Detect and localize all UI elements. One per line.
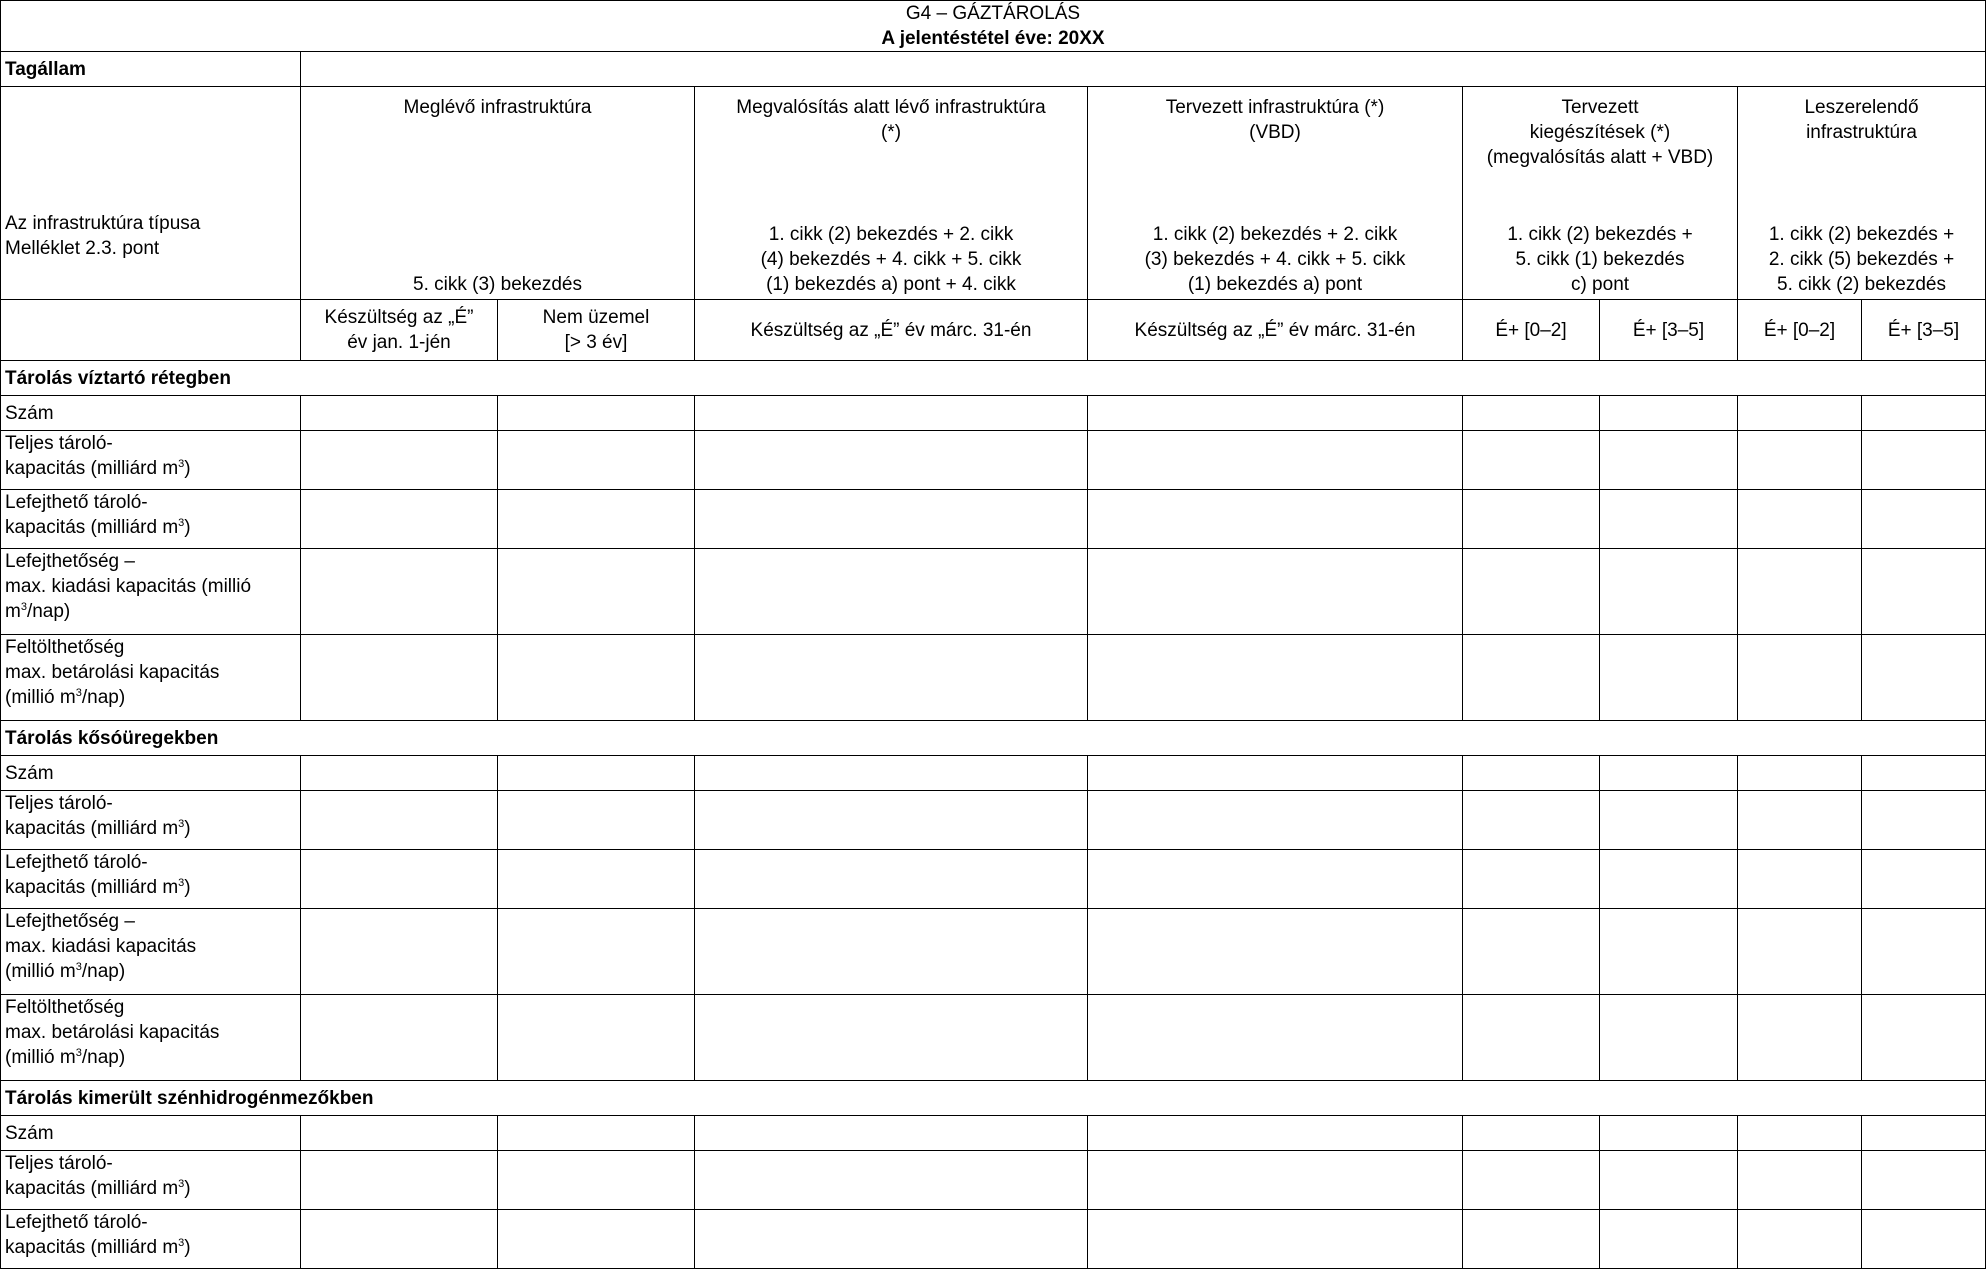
row-label-text: Feltölthetőség bbox=[5, 637, 125, 658]
data-entry-cell[interactable] bbox=[1862, 1210, 1986, 1269]
data-entry-cell[interactable] bbox=[301, 1116, 498, 1151]
column-legal-reference-line: (4) bekezdés + 4. cikk + 5. cikk bbox=[760, 249, 1022, 270]
column-title-line: Tervezett infrastruktúra (*) bbox=[1165, 97, 1385, 118]
row-label bbox=[1, 909, 301, 995]
data-entry-cell[interactable] bbox=[1862, 1151, 1986, 1210]
row-label bbox=[1, 1116, 301, 1151]
superscript-exponent: 3 bbox=[75, 961, 82, 973]
superscript-exponent: 3 bbox=[178, 818, 185, 830]
data-entry-cell[interactable] bbox=[1600, 1116, 1738, 1151]
data-entry-cell[interactable] bbox=[498, 1151, 695, 1210]
column-title-line: Megvalósítás alatt lévő infrastruktúra bbox=[736, 97, 1046, 118]
data-entry-cell[interactable] bbox=[695, 431, 1088, 490]
data-entry-cell[interactable] bbox=[695, 909, 1088, 995]
data-entry-cell[interactable] bbox=[695, 850, 1088, 909]
row-label-text: ) bbox=[184, 1178, 191, 1199]
data-entry-cell[interactable] bbox=[695, 1116, 1088, 1151]
row-label-text: Lefejthetőség – bbox=[5, 551, 135, 572]
row-label bbox=[1, 756, 301, 791]
data-entry-cell[interactable] bbox=[1862, 791, 1986, 850]
column-subheader bbox=[498, 300, 695, 361]
column-title-line: (megvalósítás alatt + VBD) bbox=[1486, 147, 1714, 168]
column-legal-reference-line: 5. cikk (1) bekezdés bbox=[1515, 249, 1685, 270]
data-entry-cell[interactable] bbox=[1862, 431, 1986, 490]
row-label-text: Lefejthető tároló- bbox=[5, 1212, 148, 1233]
row-label-text: Szám bbox=[5, 762, 54, 784]
data-entry-cell[interactable] bbox=[1738, 549, 1862, 635]
data-entry-cell[interactable] bbox=[301, 909, 498, 995]
data-entry-cell[interactable] bbox=[1738, 791, 1862, 850]
data-entry-cell[interactable] bbox=[498, 756, 695, 791]
data-entry-cell[interactable] bbox=[301, 635, 498, 721]
data-entry-cell[interactable] bbox=[1600, 396, 1738, 431]
table-row bbox=[1, 396, 1986, 431]
column-legal-reference-line: 5. cikk (2) bekezdés bbox=[1777, 274, 1946, 295]
data-entry-cell[interactable] bbox=[1738, 396, 1862, 431]
data-entry-cell[interactable] bbox=[1600, 490, 1738, 549]
subheader-line: Készültség az „É” év márc. 31-én bbox=[1134, 319, 1416, 341]
row-label bbox=[1, 850, 301, 909]
data-entry-cell[interactable] bbox=[1088, 549, 1463, 635]
data-entry-cell[interactable] bbox=[1088, 490, 1463, 549]
column-legal-reference-line: 1. cikk (2) bekezdés + bbox=[1507, 224, 1693, 245]
table-row bbox=[1, 431, 1986, 490]
data-entry-cell[interactable] bbox=[695, 756, 1088, 791]
member-state-value[interactable] bbox=[301, 52, 1986, 87]
column-legal-reference-line: 1. cikk (2) bekezdés + bbox=[1768, 224, 1955, 245]
data-entry-cell[interactable] bbox=[1862, 909, 1986, 995]
data-entry-cell[interactable] bbox=[1738, 1210, 1862, 1269]
column-subheader bbox=[1600, 300, 1738, 361]
data-entry-cell[interactable] bbox=[695, 995, 1088, 1081]
data-entry-cell[interactable] bbox=[695, 396, 1088, 431]
data-entry-cell[interactable] bbox=[498, 791, 695, 850]
section-heading: Tárolás víztartó rétegben bbox=[1, 361, 1986, 396]
data-entry-cell[interactable] bbox=[301, 850, 498, 909]
data-entry-cell[interactable] bbox=[1088, 396, 1463, 431]
data-entry-cell[interactable] bbox=[1600, 909, 1738, 995]
data-entry-cell[interactable] bbox=[1600, 756, 1738, 791]
row-label-text: /nap) bbox=[81, 961, 126, 982]
column-title-line: (VBD) bbox=[1249, 122, 1301, 143]
column-legal-reference-line: 1. cikk (2) bekezdés + 2. cikk bbox=[768, 224, 1014, 245]
column-subheader bbox=[1738, 300, 1862, 361]
title-line-1: G4 – GÁZTÁROLÁS bbox=[905, 3, 1081, 24]
data-entry-cell[interactable] bbox=[1088, 909, 1463, 995]
data-entry-cell[interactable] bbox=[695, 791, 1088, 850]
table-row bbox=[1, 909, 1986, 995]
superscript-exponent: 3 bbox=[178, 1237, 185, 1249]
data-entry-cell[interactable] bbox=[1862, 850, 1986, 909]
column-header-4 bbox=[1738, 87, 1986, 300]
column-legal-reference-line: (1) bekezdés a) pont + 4. cikk bbox=[766, 274, 1016, 295]
data-entry-cell[interactable] bbox=[1738, 909, 1862, 995]
row-label-text: max. kiadási kapacitás bbox=[5, 936, 197, 957]
column-title-line: (*) bbox=[880, 122, 902, 143]
row-label-text: (millió m bbox=[5, 1047, 76, 1068]
data-entry-cell[interactable] bbox=[1600, 1151, 1738, 1210]
data-entry-cell[interactable] bbox=[1738, 490, 1862, 549]
column-legal-reference-line: 1. cikk (2) bekezdés + 2. cikk bbox=[1152, 224, 1398, 245]
table-row bbox=[1, 635, 1986, 721]
row-label-text: kapacitás (milliárd m bbox=[5, 1237, 179, 1258]
data-entry-cell[interactable] bbox=[1738, 635, 1862, 721]
table-row bbox=[1, 490, 1986, 549]
column-subheader bbox=[1088, 300, 1463, 361]
superscript-exponent: 3 bbox=[75, 687, 82, 699]
data-entry-cell[interactable] bbox=[1088, 756, 1463, 791]
data-entry-cell[interactable] bbox=[498, 995, 695, 1081]
column-subheader bbox=[695, 300, 1088, 361]
data-entry-cell[interactable] bbox=[1088, 635, 1463, 721]
data-entry-cell[interactable] bbox=[1463, 1116, 1600, 1151]
data-entry-cell[interactable] bbox=[301, 756, 498, 791]
row-label-text: Feltölthetőség bbox=[5, 997, 125, 1018]
column-title-line: kiegészítések (*) bbox=[1529, 122, 1671, 143]
data-entry-cell[interactable] bbox=[1600, 850, 1738, 909]
subheader-line: É+ [0–2] bbox=[1763, 319, 1836, 341]
data-entry-cell[interactable] bbox=[1862, 995, 1986, 1081]
subheader-line: év jan. 1-jén bbox=[347, 332, 451, 353]
row-label-text: Lefejthető tároló- bbox=[5, 492, 148, 513]
subheader-line: Készültség az „É” év márc. 31-én bbox=[750, 319, 1032, 341]
row-label-text: /nap) bbox=[81, 687, 126, 708]
data-entry-cell[interactable] bbox=[1463, 549, 1600, 635]
data-entry-cell[interactable] bbox=[498, 1210, 695, 1269]
member-state-label: Tagállam bbox=[1, 52, 301, 87]
row-label-text: kapacitás (milliárd m bbox=[5, 458, 179, 479]
row-label-text: /nap) bbox=[26, 601, 71, 622]
data-entry-cell[interactable] bbox=[1463, 1210, 1600, 1269]
column-legal-reference-line: 5. cikk (3) bekezdés bbox=[413, 274, 582, 295]
data-entry-cell[interactable] bbox=[1088, 1116, 1463, 1151]
data-entry-cell[interactable] bbox=[1862, 1116, 1986, 1151]
table-row bbox=[1, 549, 1986, 635]
data-entry-cell[interactable] bbox=[1463, 396, 1600, 431]
data-entry-cell[interactable] bbox=[498, 635, 695, 721]
row-label-text: (millió m bbox=[5, 961, 76, 982]
superscript-exponent: 3 bbox=[20, 601, 27, 613]
data-entry-cell[interactable] bbox=[695, 549, 1088, 635]
data-entry-cell[interactable] bbox=[1600, 635, 1738, 721]
row-label bbox=[1, 995, 301, 1081]
superscript-exponent: 3 bbox=[178, 877, 185, 889]
column-header-2 bbox=[1088, 87, 1463, 300]
table-title bbox=[1, 1, 1986, 52]
row-label-text: ) bbox=[184, 877, 191, 898]
row-label-text: Lefejthető tároló- bbox=[5, 852, 148, 873]
row-label bbox=[1, 431, 301, 490]
data-entry-cell[interactable] bbox=[1088, 995, 1463, 1081]
data-entry-cell[interactable] bbox=[1088, 1210, 1463, 1269]
superscript-exponent: 3 bbox=[178, 1178, 185, 1190]
data-entry-cell[interactable] bbox=[301, 431, 498, 490]
data-entry-cell[interactable] bbox=[498, 431, 695, 490]
column-header-1 bbox=[695, 87, 1088, 300]
data-entry-cell[interactable] bbox=[498, 909, 695, 995]
row-label-text: kapacitás (milliárd m bbox=[5, 877, 179, 898]
row-label-text: (millió m bbox=[5, 687, 76, 708]
superscript-exponent: 3 bbox=[178, 458, 185, 470]
data-entry-cell[interactable] bbox=[1088, 1151, 1463, 1210]
column-title-line: infrastruktúra bbox=[1806, 122, 1917, 143]
row-label bbox=[1, 791, 301, 850]
column-title-line: Meglévő infrastruktúra bbox=[403, 97, 592, 118]
row-label-text: ) bbox=[184, 517, 191, 538]
infrastructure-type-header bbox=[1, 87, 301, 300]
data-entry-cell[interactable] bbox=[1600, 431, 1738, 490]
row-label bbox=[1, 490, 301, 549]
data-entry-cell[interactable] bbox=[1738, 756, 1862, 791]
data-entry-cell[interactable] bbox=[1738, 1116, 1862, 1151]
data-entry-cell[interactable] bbox=[1463, 909, 1600, 995]
data-entry-cell[interactable] bbox=[1600, 1210, 1738, 1269]
section-heading: Tárolás kimerült szénhidrogénmezőkben bbox=[1, 1081, 1986, 1116]
data-entry-cell[interactable] bbox=[1862, 549, 1986, 635]
column-title-line: Leszerelendő bbox=[1804, 97, 1919, 118]
data-entry-cell[interactable] bbox=[1862, 396, 1986, 431]
table-row bbox=[1, 850, 1986, 909]
column-header-0 bbox=[301, 87, 695, 300]
data-entry-cell[interactable] bbox=[1463, 1151, 1600, 1210]
row-label-text: max. kiadási kapacitás (millió bbox=[5, 576, 252, 597]
column-header-3 bbox=[1463, 87, 1738, 300]
infrastructure-type-label: Az infrastruktúra típusa bbox=[5, 213, 201, 234]
data-entry-cell[interactable] bbox=[695, 1151, 1088, 1210]
subheader-line: [> 3 év] bbox=[564, 332, 628, 353]
data-entry-cell[interactable] bbox=[695, 635, 1088, 721]
table-row bbox=[1, 791, 1986, 850]
table-row bbox=[1, 756, 1986, 791]
data-entry-cell[interactable] bbox=[1463, 995, 1600, 1081]
data-entry-cell[interactable] bbox=[1088, 431, 1463, 490]
column-subheader bbox=[301, 300, 498, 361]
data-entry-cell[interactable] bbox=[1463, 431, 1600, 490]
row-label-text: ) bbox=[184, 458, 191, 479]
row-label-text: ) bbox=[184, 1237, 191, 1258]
table-row bbox=[1, 995, 1986, 1081]
row-label-text: Teljes tároló- bbox=[5, 1153, 113, 1174]
data-entry-cell[interactable] bbox=[1463, 756, 1600, 791]
annex-reference: Melléklet 2.3. pont bbox=[5, 238, 160, 259]
column-subheader bbox=[1463, 300, 1600, 361]
row-label-text: kapacitás (milliárd m bbox=[5, 1178, 179, 1199]
subheader-line: É+ [0–2] bbox=[1495, 319, 1567, 341]
row-label-text: m bbox=[5, 601, 21, 622]
section-heading: Tárolás kősóüregekben bbox=[1, 721, 1986, 756]
data-entry-cell[interactable] bbox=[301, 791, 498, 850]
data-entry-cell[interactable] bbox=[1088, 850, 1463, 909]
superscript-exponent: 3 bbox=[178, 517, 185, 529]
row-label-text: max. betárolási kapacitás bbox=[5, 662, 220, 683]
data-entry-cell[interactable] bbox=[1862, 635, 1986, 721]
data-entry-cell[interactable] bbox=[1600, 549, 1738, 635]
row-label-text: Teljes tároló- bbox=[5, 793, 113, 814]
data-entry-cell[interactable] bbox=[1463, 850, 1600, 909]
data-entry-cell[interactable] bbox=[1088, 791, 1463, 850]
subheader-line: É+ [3–5] bbox=[1632, 319, 1705, 341]
subheader-line: Nem üzemel bbox=[542, 307, 650, 328]
data-entry-cell[interactable] bbox=[1600, 791, 1738, 850]
data-entry-cell[interactable] bbox=[1862, 756, 1986, 791]
data-entry-cell[interactable] bbox=[301, 490, 498, 549]
row-label bbox=[1, 635, 301, 721]
column-subheader bbox=[1862, 300, 1986, 361]
data-entry-cell[interactable] bbox=[695, 1210, 1088, 1269]
column-legal-reference-line: (3) bekezdés + 4. cikk + 5. cikk bbox=[1144, 249, 1406, 270]
data-entry-cell[interactable] bbox=[1738, 431, 1862, 490]
row-label-text: max. betárolási kapacitás bbox=[5, 1022, 220, 1043]
row-label-text: /nap) bbox=[81, 1047, 126, 1068]
data-entry-cell[interactable] bbox=[1463, 635, 1600, 721]
data-entry-cell[interactable] bbox=[498, 1116, 695, 1151]
data-entry-cell[interactable] bbox=[498, 850, 695, 909]
column-legal-reference-line: (1) bekezdés a) pont bbox=[1187, 274, 1363, 295]
column-title-line: Tervezett bbox=[1561, 97, 1639, 118]
row-label bbox=[1, 1210, 301, 1269]
column-legal-reference-line: c) pont bbox=[1570, 274, 1630, 295]
reporting-year: A jelentéstétel éve: 20XX bbox=[881, 28, 1105, 49]
row-label-text: Teljes tároló- bbox=[5, 433, 113, 454]
data-entry-cell[interactable] bbox=[1738, 850, 1862, 909]
data-entry-cell[interactable] bbox=[1463, 791, 1600, 850]
row-label bbox=[1, 1151, 301, 1210]
row-label-text: kapacitás (milliárd m bbox=[5, 517, 179, 538]
row-label-text: Lefejthetőség – bbox=[5, 911, 135, 932]
data-entry-cell[interactable] bbox=[1738, 995, 1862, 1081]
subheader-line: Készültség az „É” bbox=[324, 307, 474, 328]
table-row bbox=[1, 1210, 1986, 1269]
row-label-text: ) bbox=[184, 818, 191, 839]
data-entry-cell[interactable] bbox=[1600, 995, 1738, 1081]
data-entry-cell[interactable] bbox=[498, 549, 695, 635]
row-label bbox=[1, 549, 301, 635]
column-legal-reference-line: 2. cikk (5) bekezdés + bbox=[1768, 249, 1955, 270]
data-entry-cell[interactable] bbox=[301, 1151, 498, 1210]
data-entry-cell[interactable] bbox=[498, 396, 695, 431]
subheader-line: É+ [3–5] bbox=[1887, 319, 1960, 341]
table-row bbox=[1, 1116, 1986, 1151]
data-entry-cell[interactable] bbox=[301, 396, 498, 431]
row-label-text: Szám bbox=[5, 1122, 54, 1144]
data-entry-cell[interactable] bbox=[301, 995, 498, 1081]
row-label-text: kapacitás (milliárd m bbox=[5, 818, 179, 839]
data-entry-cell[interactable] bbox=[1862, 490, 1986, 549]
subheader-empty-cell bbox=[1, 300, 301, 361]
row-label-text: Szám bbox=[5, 402, 54, 424]
row-label bbox=[1, 396, 301, 431]
data-entry-cell[interactable] bbox=[301, 549, 498, 635]
data-entry-cell[interactable] bbox=[301, 1210, 498, 1269]
data-entry-cell[interactable] bbox=[1463, 490, 1600, 549]
superscript-exponent: 3 bbox=[75, 1047, 82, 1059]
data-entry-cell[interactable] bbox=[695, 490, 1088, 549]
data-entry-cell[interactable] bbox=[1738, 1151, 1862, 1210]
table-row bbox=[1, 1151, 1986, 1210]
data-entry-cell[interactable] bbox=[498, 490, 695, 549]
